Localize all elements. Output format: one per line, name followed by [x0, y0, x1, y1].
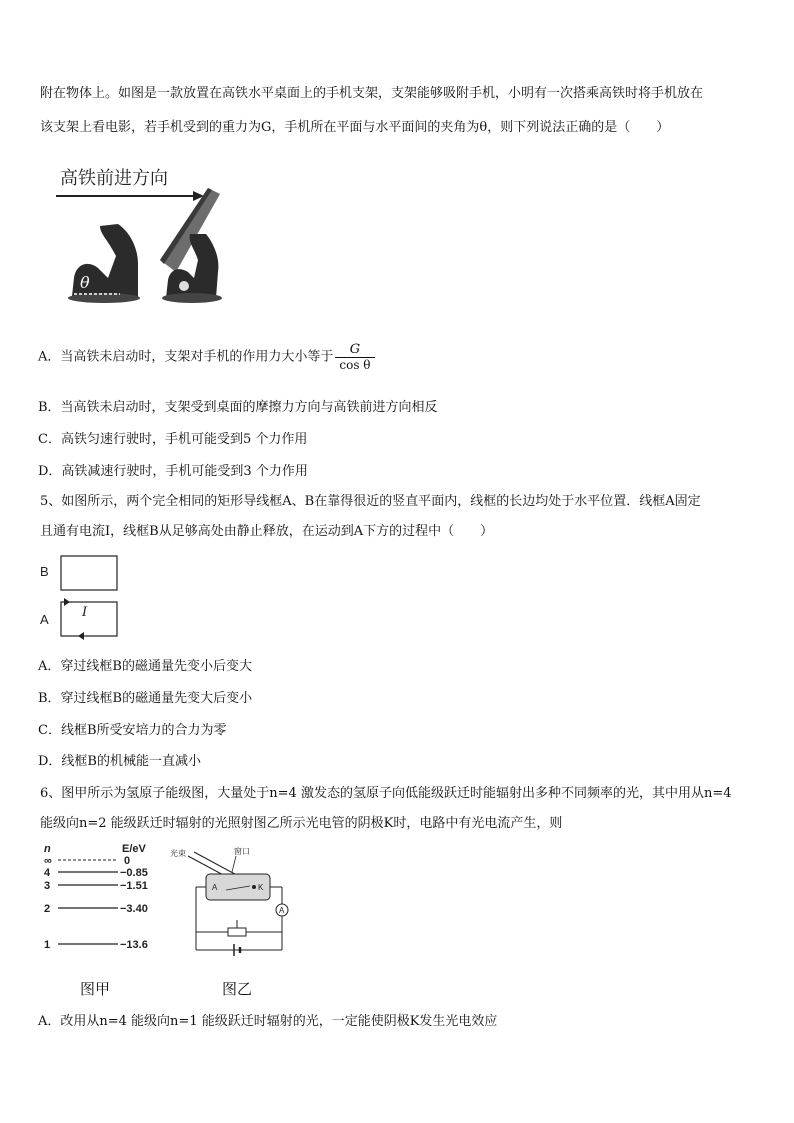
level-n-2: 2 [44, 903, 51, 915]
window-label: 窗口 [234, 847, 250, 856]
level-e-inf: 0 [124, 855, 131, 867]
q6-option-a[interactable]: A．改用从n=4 能级向n=1 能级跃迁时辐射的光，一定能使阴极K发生光电效应 [38, 1014, 498, 1029]
ammeter-label: A [279, 906, 285, 915]
level-e-3: −1.51 [120, 880, 148, 892]
wire-frames-figure [36, 550, 136, 644]
level-e-4: −0.85 [120, 867, 148, 879]
energy-level-diagram [40, 840, 170, 960]
frame-a [61, 602, 117, 636]
phone-stand-figure [48, 160, 248, 310]
caption-figure-b: 图乙 [222, 980, 253, 998]
fraction [335, 342, 374, 372]
photoelectric-circuit [170, 842, 300, 962]
q5-option-a[interactable]: A．穿过线框B的磁通量先变小后变大 [38, 659, 252, 674]
level-n-1: 1 [44, 939, 51, 951]
right-stand-base [162, 293, 222, 303]
level-e-2: −3.40 [120, 903, 148, 915]
q5-stem-line1: 5、如图所示，两个完全相同的矩形导线框A、B在靠得很近的竖直平面内，线框的长边均处于水平位置．线框A固定 [40, 494, 701, 509]
caption-figure-a: 图甲 [80, 980, 111, 998]
light-beam-label: 光束 [170, 849, 186, 858]
frame-b [61, 556, 117, 590]
anode-label: A [212, 883, 218, 892]
window-pointer [232, 856, 236, 872]
q4-option-c[interactable]: C．高铁匀速行驶时，手机可能受到5 个力作用 [38, 432, 308, 447]
q4-stem-line1: 附在物体上。如图是一款放置在高铁水平桌面上的手机支架，支架能够吸附手机，小明有一次搭乘高铁时将手机放在 [40, 86, 704, 101]
current-arrow-bottom [78, 632, 84, 640]
right-stand-hole [179, 281, 189, 291]
cathode-label: K [258, 883, 264, 892]
q5-option-c[interactable]: C．线框B所受安培力的合力为零 [38, 723, 227, 738]
fraction-denominator: cos θ [339, 358, 371, 372]
q4-option-a-text: A．当高铁未启动时，支架对手机的作用力大小等于 [38, 349, 334, 365]
q4-stem-line2: 该支架上看电影，若手机受到的重力为G，手机所在平面与水平面间的夹角为θ，则下列说法正确的是（ ） [40, 120, 670, 135]
fraction-numerator: G [349, 342, 361, 357]
q4-option-d[interactable]: D．高铁减速行驶时，手机可能受到3 个力作用 [38, 464, 308, 479]
theta-label: θ [80, 273, 90, 292]
q4-option-a[interactable] [38, 342, 375, 372]
q5-option-b[interactable]: B．穿过线框B的磁通量先变大后变小 [38, 691, 253, 706]
level-n-inf: ∞ [44, 855, 52, 867]
figure-arrow-label: 高铁前进方向 [60, 168, 168, 188]
level-n-3: 3 [44, 880, 51, 892]
q6-stem-line1: 6、图甲所示为氢原子能级图，大量处于n=4 激发态的氢原子向低能级跃迁时能辐射出多种不同频率的光，其中用从n=4 [40, 786, 732, 801]
level-n-4: 4 [44, 867, 51, 879]
cathode-plate [252, 885, 256, 889]
header-n: n [44, 843, 51, 855]
q6-stem-line2: 能级向n=2 能级跃迁时辐射的光照射图乙所示光电管的阴极K时，电路中有光电流产生，则 [40, 816, 563, 831]
frame-b-label: B [40, 564, 49, 579]
q5-option-d[interactable]: D．线框B的机械能一直减小 [38, 754, 201, 769]
rheostat [228, 928, 246, 936]
level-e-1: −13.6 [120, 939, 148, 951]
q4-option-b[interactable]: B．当高铁未启动时，支架受到桌面的摩擦力方向与高铁前进方向相反 [38, 400, 438, 415]
current-arrow-top [64, 598, 70, 606]
q5-stem-line2: 且通有电流I，线框B从足够高处由静止释放，在运动到A下方的过程中（ ） [40, 524, 494, 539]
frame-a-label: A [40, 612, 49, 627]
current-label: I [82, 605, 88, 620]
header-e: E/eV [122, 843, 146, 855]
